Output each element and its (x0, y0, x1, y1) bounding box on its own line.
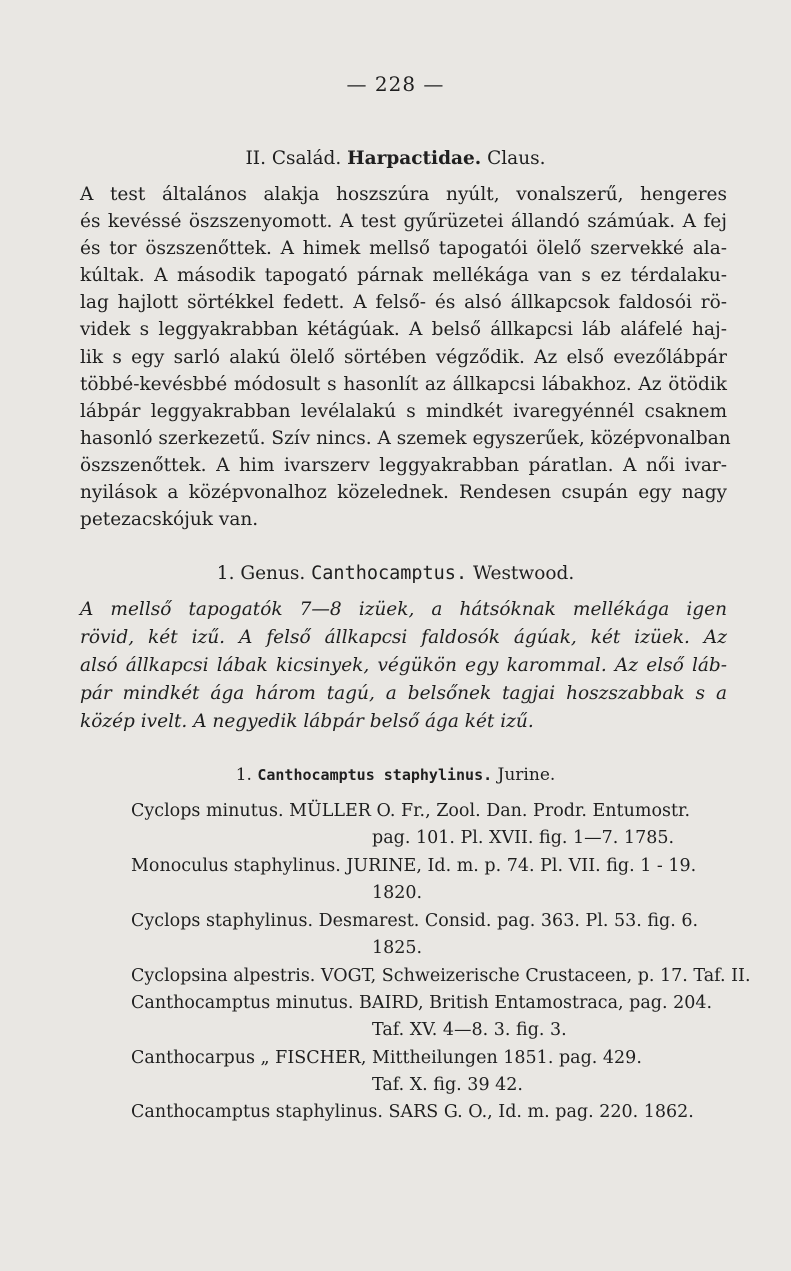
synonym-line: Canthocamptus staphylinus. SARS G. O., Id. m. pag. 220. 1862. (131, 1102, 694, 1122)
paragraph-line: lábpár leggyakrabban levélalakú s mindkét ivaregyénnél csaknem (80, 401, 727, 422)
genus-line: közép ivelt. A negyedik lábpár belső ága két izű. (80, 711, 534, 732)
species-name: Canthocamptus staphylinus. (257, 766, 493, 784)
species-prefix: 1. (235, 765, 252, 785)
paragraph-line: és kevéssé öszszenyomott. A test gyűrüzetei állandó számúak. A fej (80, 211, 727, 232)
family-author: Claus. (487, 148, 546, 169)
synonym-line: Cyclops staphylinus. Desmarest. Consid. pag. 363. Pl. 53. fig. 6. (131, 911, 699, 931)
paragraph-line: lag hajlott sörtékkel fedett. A felső- és alsó állkapcsok faldosói rö- (80, 292, 727, 313)
synonym-line: 1820. (372, 883, 423, 903)
genus-line: alsó állkapcsi lábak kicsinyek, végükön egy karommal. Az első láb- (80, 655, 727, 676)
species-author: Jurine. (497, 765, 556, 785)
synonym-line: Cyclopsina alpestris. VOGT, Schweizerische Crustaceen, p. 17. Taf. II. (131, 966, 751, 986)
synonym-line: 1825. (372, 938, 423, 958)
paragraph-line: videk s leggyakrabban kétágúak. A belső állkapcsi láb aláfelé haj- (80, 319, 727, 340)
genus-line: A mellső tapogatók 7—8 izüek, a hátsóknak mellékága igen (80, 599, 727, 620)
paragraph-line: A test általános alakja hoszszúra nyúlt, vonalszerű, hengeres (80, 184, 727, 205)
genus-prefix: 1. Genus. (216, 563, 306, 584)
synonym-line: pag. 101. Pl. XVII. fig. 1—7. 1785. (372, 828, 675, 848)
paragraph-line: öszszenőttek. A him ivarszerv leggyakrabban páratlan. A női ivar- (80, 455, 727, 476)
paragraph-line: többé-kevésbbé módosult s hasonlít az állkapcsi lábakhoz. Az ötödik (80, 374, 727, 395)
paragraph-line: nyilások a középvonalhoz közelednek. Rendesen csupán egy nagy (80, 482, 727, 503)
paragraph-line: petezacskójuk van. (80, 509, 259, 530)
synonym-line: Cyclops minutus. MÜLLER O. Fr., Zool. Dan. Prodr. Entumostr. (131, 801, 691, 821)
family-prefix: II. Család. (245, 148, 342, 169)
synonym-line: Canthocarpus „ FISCHER, Mittheilungen 1851. pag. 429. (131, 1048, 642, 1068)
family-name: Harpactidae. (347, 148, 482, 169)
genus-line: pár mindkét ága három tagú, a belsőnek tagjai hoszszabbak s a (80, 683, 727, 704)
family-header (0, 147, 791, 171)
synonym-line: Canthocamptus minutus. BAIRD, British Entamostraca, pag. 204. (131, 993, 713, 1013)
paragraph-line: és tor öszszenőttek. A himek mellső tapogatói ölelő szervekké ala- (80, 238, 727, 259)
genus-line: rövid, két izű. A felső állkapcsi faldosók ágúak, két izüek. Az (80, 627, 727, 648)
paragraph-line: hasonló szerkezetű. Szív nincs. A szemek egyszerűek, középvonalban (80, 428, 731, 449)
paragraph-line: kúltak. A második tapogató párnak mellékága van s ez térdalaku- (80, 265, 727, 286)
page-number: — 228 — (346, 72, 445, 96)
synonym-line: Taf. XV. 4—8. 3. fig. 3. (372, 1020, 567, 1040)
genus-author: Westwood. (472, 563, 575, 584)
genus-name: Canthocamptus. (311, 563, 468, 584)
species-header (0, 763, 791, 787)
paragraph-line: lik s egy sarló alakú ölelő sörtében végződik. Az első evezőlábpár (80, 347, 727, 368)
synonym-line: Monoculus staphylinus. JURINE, Id. m. p. 74. Pl. VII. fig. 1 - 19. (131, 856, 697, 876)
synonym-line: Taf. X. fig. 39 42. (372, 1075, 523, 1095)
genus-header (0, 562, 791, 586)
